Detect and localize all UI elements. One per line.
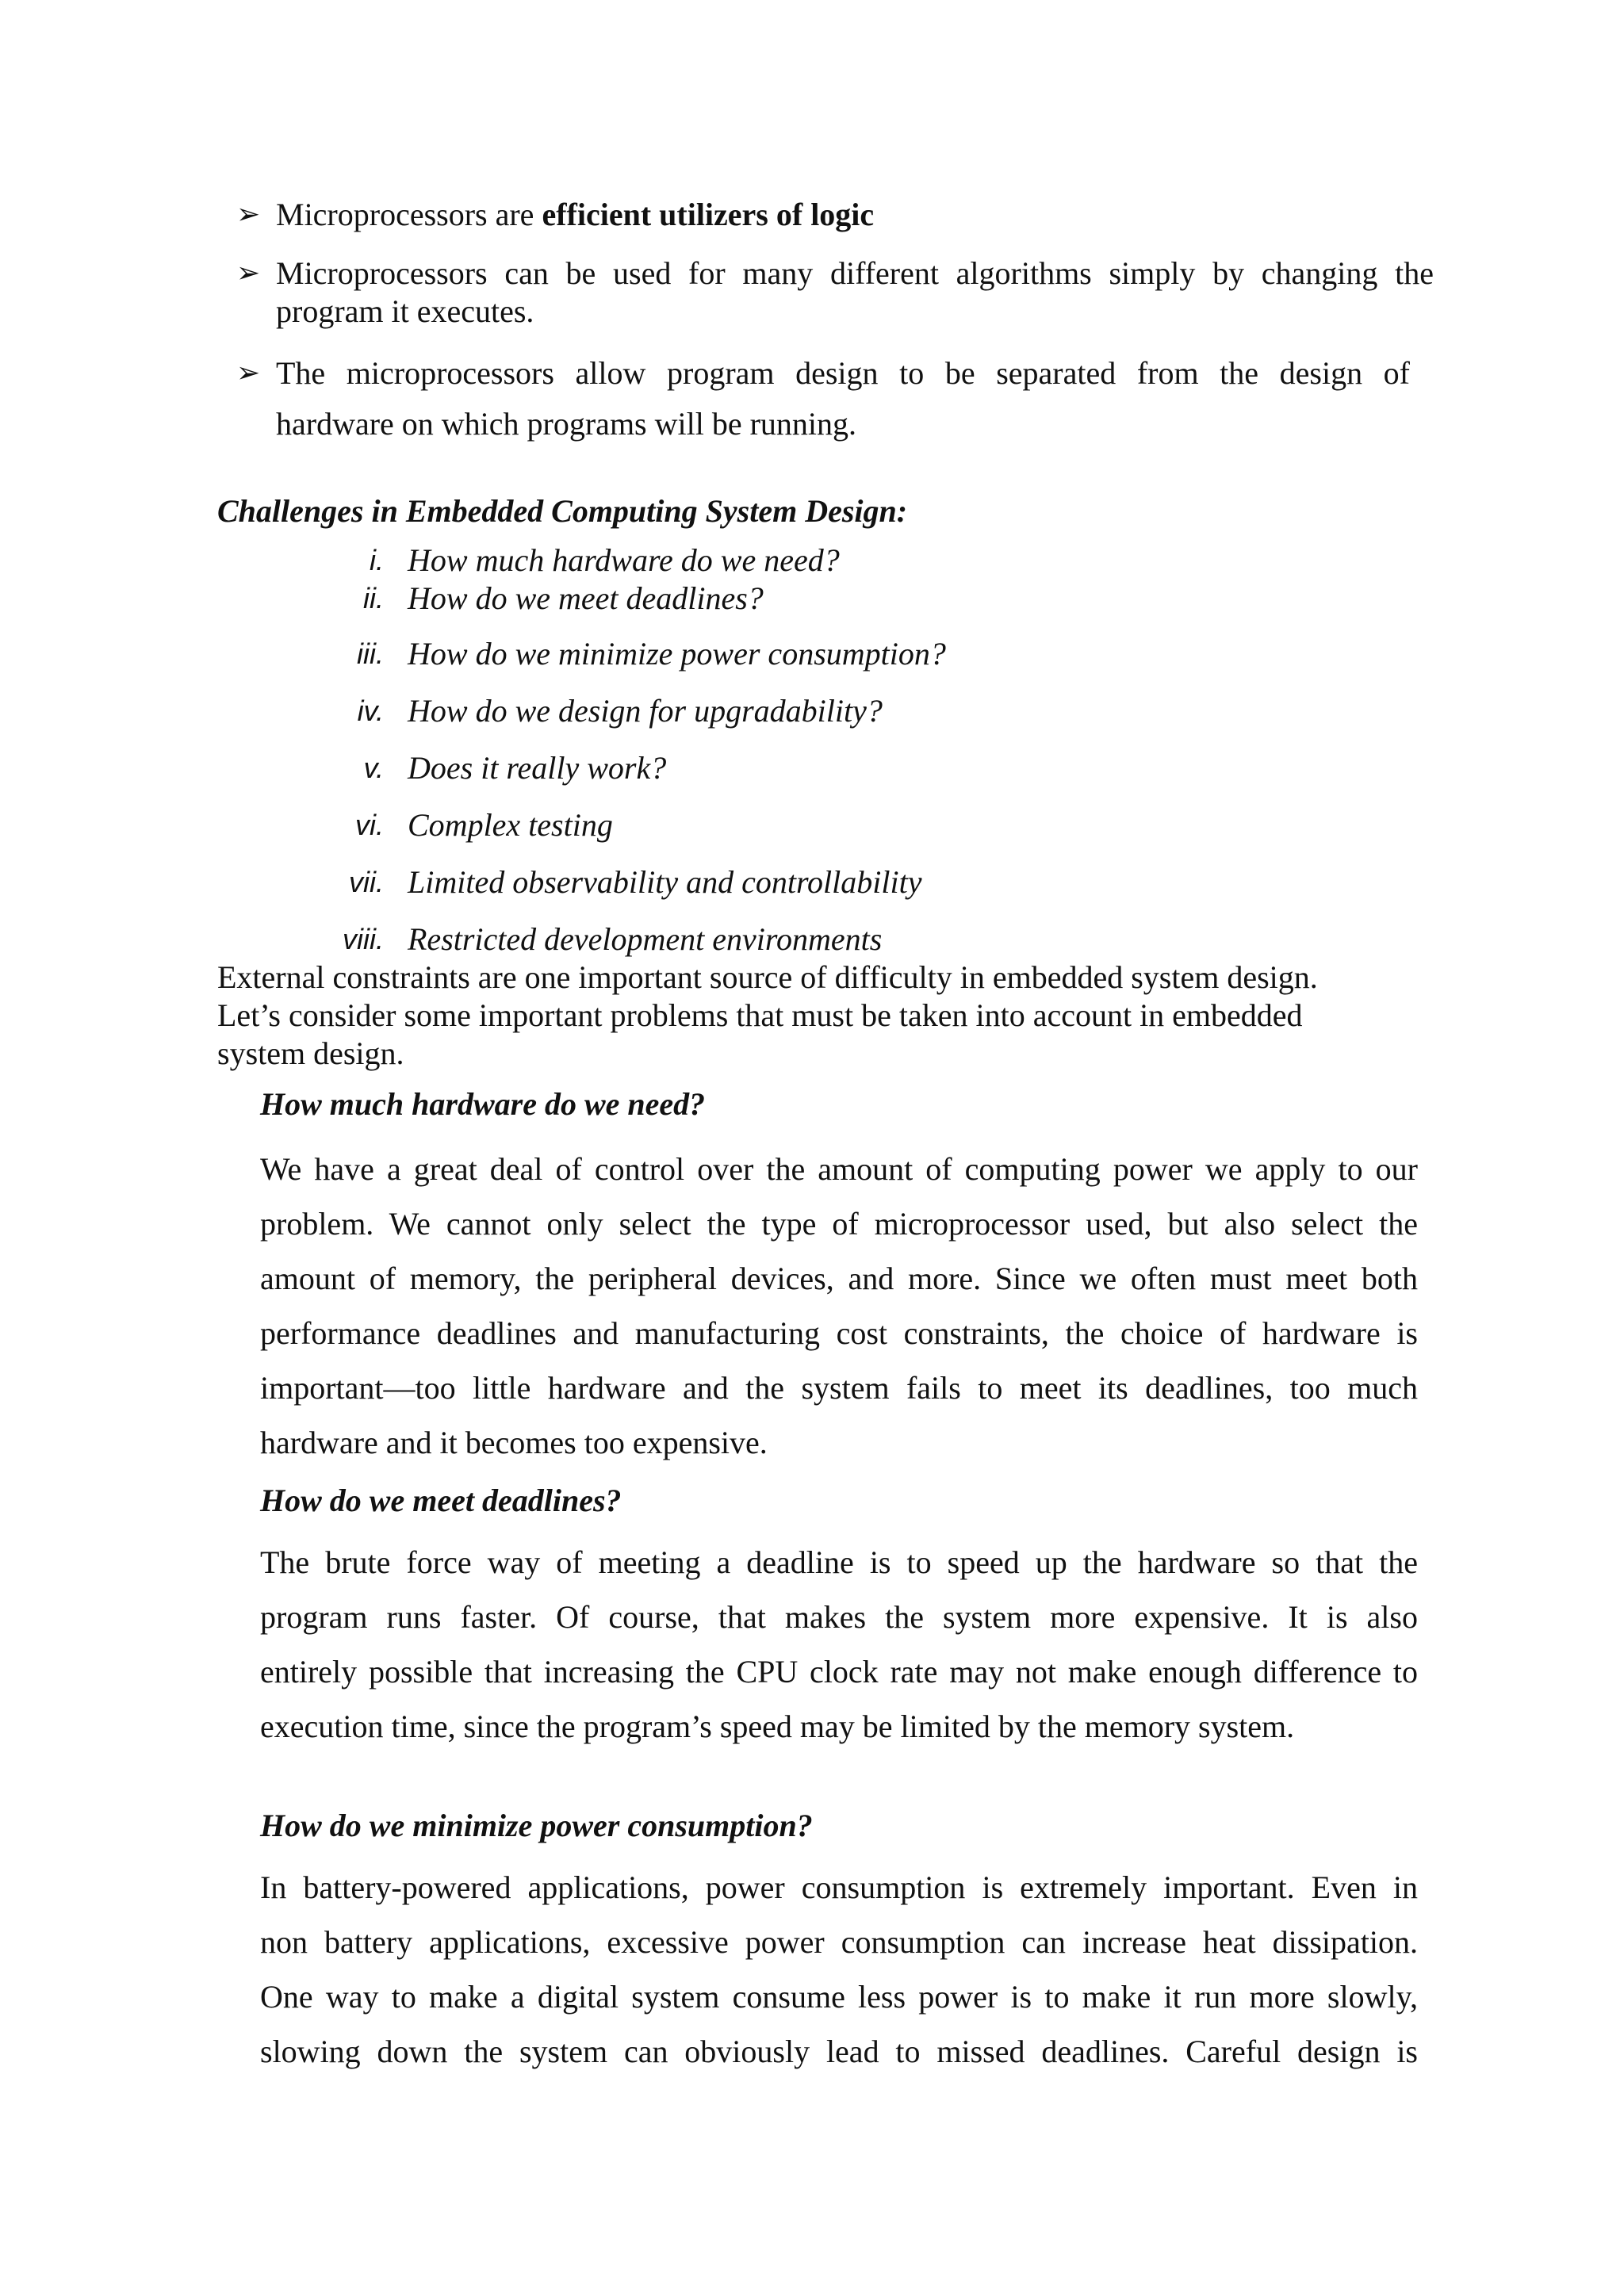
paragraph-line: The brute force way of meeting a deadline is to speed up the hardware so that the — [260, 1544, 1418, 1580]
list-number: vii. — [349, 866, 384, 898]
section-body — [260, 1535, 1418, 1754]
list-item: How do we minimize power consumption? — [408, 636, 946, 672]
bullet-item-1: Microprocessors are efficient utilizers of logic — [276, 197, 875, 232]
paragraph-line: important—too little hardware and the system fails to meet its deadlines, too much — [260, 1370, 1418, 1406]
paragraph-line: non battery applications, excessive power consumption can increase heat dissipation. — [260, 1924, 1418, 1960]
list-number: iii. — [357, 637, 384, 670]
list-number: v. — [363, 752, 384, 784]
section-body — [260, 1142, 1418, 1470]
list-number: ii. — [363, 582, 384, 614]
list-item: How do we meet deadlines? — [408, 580, 764, 616]
bullet-item-2-line-1: Microprocessors can be used for many different algorithms simply by changing the — [276, 255, 1434, 291]
section-heading: How do we meet deadlines? — [260, 1483, 622, 1518]
list-number: iv. — [357, 695, 384, 727]
list-item: Complex testing — [408, 807, 613, 843]
bold-phrase: efficient utilizers of logic — [542, 197, 875, 232]
list-item: How do we design for upgradability? — [408, 693, 883, 729]
bullet-item-2-line-2: program it executes. — [276, 293, 534, 329]
intro-line: Let’s consider some important problems that must be taken into account in embedded — [217, 997, 1303, 1033]
paragraph-line: hardware and it becomes too expensive. — [260, 1425, 768, 1460]
section-heading: How do we minimize power consumption? — [260, 1808, 813, 1843]
list-item: How much hardware do we need? — [408, 542, 840, 578]
paragraph-line: We have a great deal of control over the amount of computing power we apply to our — [260, 1151, 1418, 1187]
paragraph-line: performance deadlines and manufacturing cost constraints, the choice of hardware is — [260, 1315, 1418, 1351]
paragraph-line: amount of memory, the peripheral devices, and more. Since we often must meet both — [260, 1261, 1418, 1296]
paragraph-line: In battery-powered applications, power consumption is extremely important. Even in — [260, 1869, 1418, 1905]
list-item: Does it really work? — [408, 750, 667, 786]
paragraph-line: slowing down the system can obviously lead to missed deadlines. Careful design is — [260, 2034, 1418, 2069]
paragraph-line: problem. We cannot only select the type of microprocessor used, but also select the — [260, 1206, 1418, 1242]
paragraph-line: One way to make a digital system consume less power is to make it run more slowly, — [260, 1979, 1418, 2015]
paragraph-line: execution time, since the program’s speed may be limited by the memory system. — [260, 1709, 1295, 1744]
section-heading: How much hardware do we need? — [260, 1086, 706, 1122]
list-number: viii. — [343, 923, 384, 955]
intro-line: system design. — [217, 1035, 404, 1071]
intro-line: External constraints are one important source of difficulty in embedded system design. — [217, 959, 1318, 995]
list-number: vi. — [355, 809, 384, 841]
challenges-heading: Challenges in Embedded Computing System Design: — [217, 493, 908, 529]
arrow-bullet-icon: ➢ — [236, 198, 261, 231]
paragraph-line: entirely possible that increasing the CPU clock rate may not make enough difference to — [260, 1654, 1418, 1689]
arrow-bullet-icon: ➢ — [236, 357, 261, 389]
paragraph-line: program runs faster. Of course, that makes the system more expensive. It is also — [260, 1599, 1418, 1635]
bullet-item-3-line-1: The microprocessors allow program design to be separated from the design of — [276, 355, 1410, 391]
arrow-bullet-icon: ➢ — [236, 257, 261, 289]
section-body — [260, 1860, 1418, 2079]
list-item: Restricted development environments — [408, 921, 883, 957]
list-item: Limited observability and controllability — [408, 864, 922, 900]
bullet-item-3-line-2: hardware on which programs will be running. — [276, 406, 857, 442]
list-number: i. — [370, 544, 384, 576]
